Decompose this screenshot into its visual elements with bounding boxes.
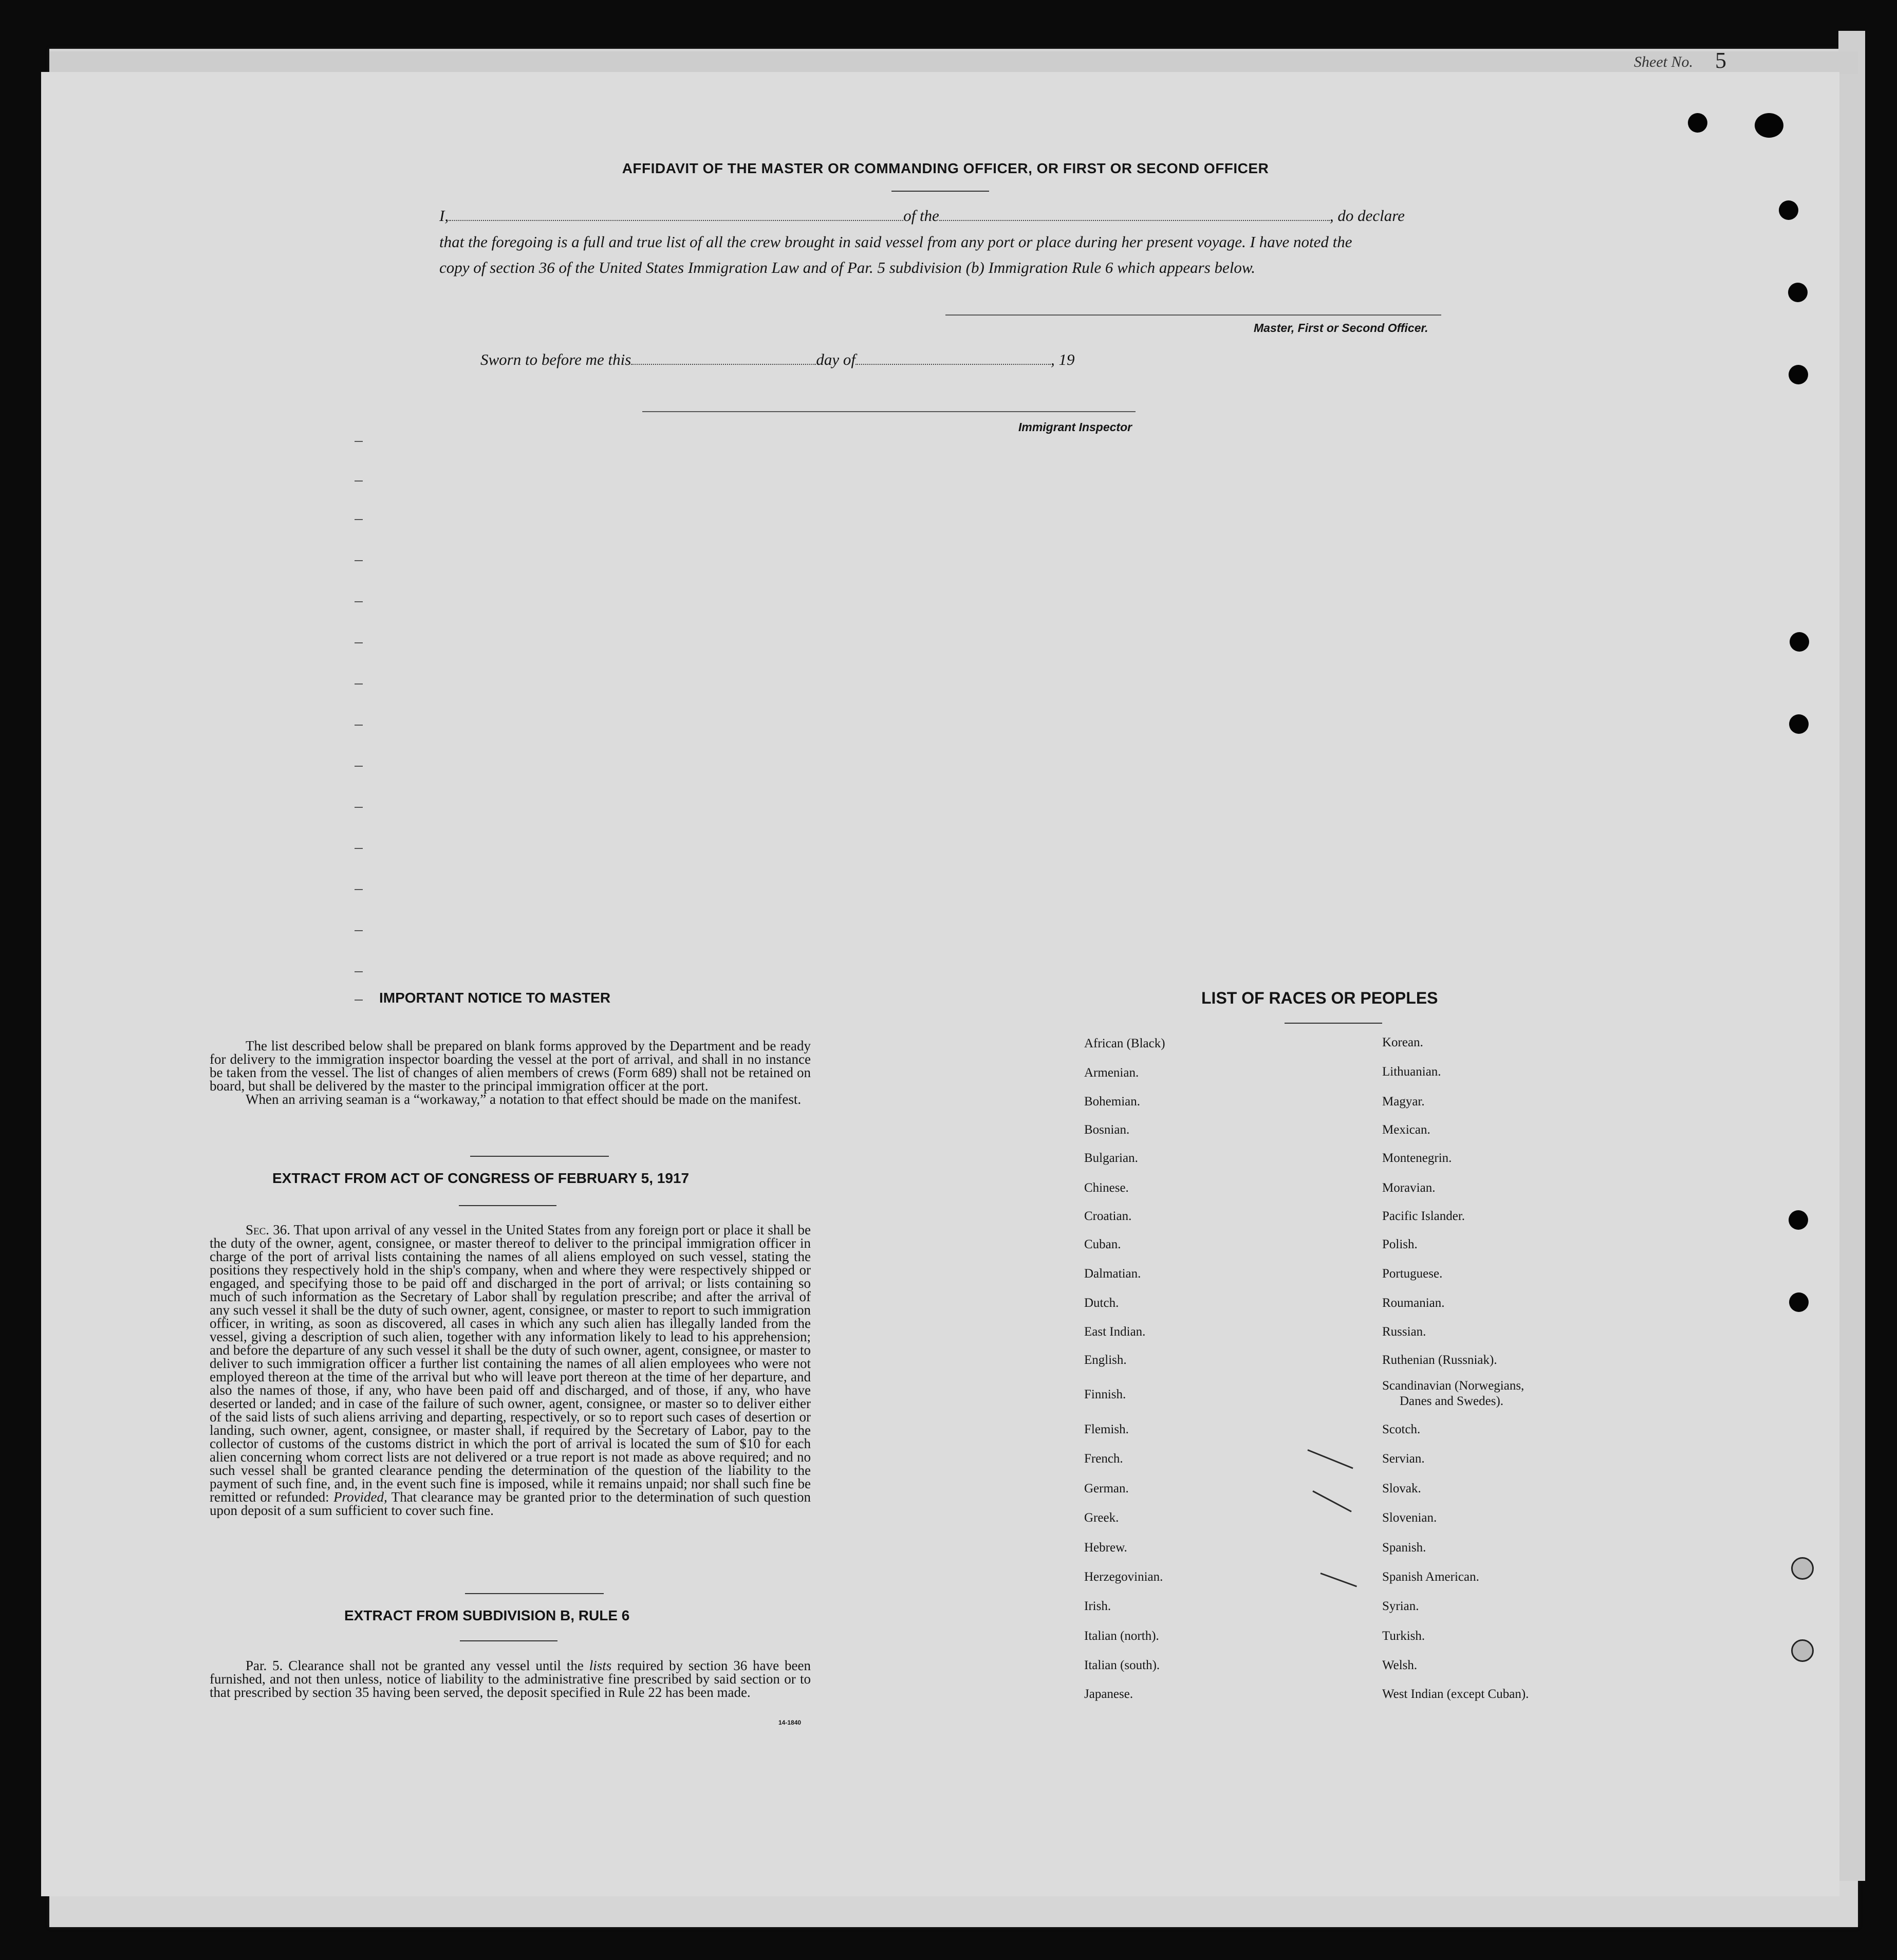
race-item: East Indian.	[1084, 1325, 1146, 1339]
race-item: Dutch.	[1084, 1296, 1119, 1310]
race-item: Servian.	[1382, 1452, 1425, 1466]
race-item: Finnish.	[1084, 1388, 1126, 1401]
race-item: African (Black)	[1084, 1037, 1165, 1050]
race-item: Japanese.	[1084, 1687, 1133, 1701]
declaration-line-2: that the foregoing is a full and true list of all the crew brought in said vessel from any port or place during her present voyage. I have noted the	[439, 233, 1352, 251]
divider	[465, 1593, 604, 1594]
binder-hole	[1688, 113, 1707, 133]
race-item: Magyar.	[1382, 1095, 1425, 1108]
notice-body: The list described below shall be prepared on blank forms approved by the Department and be ready for delivery to the immigration inspector boarding the vessel at the port of arrival, and shall in no instance be taken from the vessel. The list of changes of alien members of crews (Form 689) shall not be retained on board, but shall be delivered by the master to the principal immigration officer at the port. When an arriving seaman is a “workaway,” a notation to that effect should be made on the manifest.	[210, 1038, 811, 1107]
back-sheet-edge	[1838, 31, 1865, 1881]
race-item: Hebrew.	[1084, 1541, 1127, 1555]
binder-hole	[1789, 1292, 1809, 1312]
name-field[interactable]	[449, 220, 903, 221]
race-item: Italian (north).	[1084, 1629, 1159, 1643]
divider	[1285, 1023, 1382, 1024]
binder-hole	[1788, 283, 1808, 302]
race-item: Russian.	[1382, 1325, 1426, 1339]
race-item: Mexican.	[1382, 1123, 1430, 1137]
race-item: Korean.	[1382, 1036, 1423, 1049]
race-item: Flemish.	[1084, 1422, 1129, 1436]
race-item: West Indian (except Cuban).	[1382, 1687, 1529, 1701]
race-item: Portuguese.	[1382, 1267, 1443, 1281]
races-title: LIST OF RACES OR PEOPLES	[1201, 989, 1438, 1007]
declaration-line-1: I, of the , do declare	[439, 207, 1405, 225]
race-item: Bosnian.	[1084, 1123, 1130, 1137]
vessel-field[interactable]	[939, 220, 1330, 221]
race-item: Spanish American.	[1382, 1570, 1479, 1584]
divider	[470, 1156, 609, 1157]
race-item: Lithuanian.	[1382, 1065, 1441, 1079]
race-item: Ruthenian (Russniak).	[1382, 1353, 1497, 1367]
race-item: Polish.	[1382, 1237, 1418, 1251]
rule-extract-title: EXTRACT FROM SUBDIVISION B, RULE 6	[344, 1607, 630, 1623]
act-extract-title: EXTRACT FROM ACT OF CONGRESS OF FEBRUARY 5, 1917	[272, 1170, 690, 1186]
divider	[891, 191, 989, 192]
signature-line[interactable]	[945, 315, 1441, 316]
race-item: Italian (south).	[1084, 1658, 1160, 1672]
top-strip	[49, 51, 1858, 74]
inspector-line[interactable]	[642, 411, 1136, 412]
race-item: Croatian.	[1084, 1209, 1132, 1223]
race-item: Spanish.	[1382, 1541, 1426, 1555]
act-extract-body: Sec. 36. That upon arrival of any vessel in the United States from any foreign port or place it shall be the duty of the owner, agent, consignee, or master thereof to deliver to the principal immigration officer in charge of the port of arrival lists containing the names of all aliens employed on such vessel, stating the positions they respectively hold in the ship's company, when and where they were respectively shipped or engaged, and specifying those to be paid off and discharged in the port of arrival; or lists containing so much of such information as the Secretary of Labor shall by regulation prescribe; and after the arrival of any such vessel it shall be the duty of such owner, agent, consignee, or master to report to such immigration officer, in writing, as soon as discovered, all cases in which any such alien has illegally landed from the vessel, giving a description of such alien, together with any information likely to lead to his apprehension; and before the departure of any such vessel it shall be the duty of such owner, agent, consignee, or master to deliver to such immigration officer a further list containing the names of all alien employees who were not employed thereon at the time of the arrival but who will leave port thereon at the time of her departure, and also the names of those, if any, who have been paid off and discharged, and of those, if any, who have deserted or landed; and in case of the failure of such owner, agent, consignee, or master so to deliver either of the said lists of such aliens arriving and departing, respectively, or so to report such cases of desertion or landing, such owner, agent, consignee, or master shall, if required by the Secretary of Labor, pay to the collector of customs of the customs district in which the port of arrival is located the sum of $10 for each alien concerning whom correct lists are not delivered or a true report is not made as above required; and no such vessel shall be granted clearance pending the determination of the question of the liability to the payment of such fine, and, in the event such fine is imposed, while it remains unpaid; nor shall such fine be remitted or refunded: Provided, That clearance may be granted prior to the determination of such question upon deposit of a sum sufficient to cover such fine.	[210, 1222, 811, 1518]
form-code: 14-1840	[778, 1719, 802, 1726]
race-item: Bohemian.	[1084, 1095, 1141, 1108]
race-item: Armenian.	[1084, 1066, 1139, 1080]
declaration-line-3: copy of section 36 of the United States Immigration Law and of Par. 5 subdivision (b) Immigration Rule 6 which appears below.	[439, 258, 1256, 276]
binder-hole	[1779, 200, 1798, 220]
affidavit-title: AFFIDAVIT OF THE MASTER OR COMMANDING OFFICER, OR FIRST OR SECOND OFFICER	[622, 160, 1269, 176]
binder-hole	[1790, 632, 1809, 652]
race-item: Dalmatian.	[1084, 1267, 1141, 1281]
rule-extract-body: Par. 5. Clearance shall not be granted any vessel until the lists required by section 36 have been furnished, and not then unless, notice of liability to the administrative fine prescribed by said section or to that prescribed by section 35 having been served, the deposit specified in Rule 22 has been made.	[210, 1658, 811, 1700]
race-item: English.	[1084, 1353, 1127, 1367]
race-item: Turkish.	[1382, 1629, 1425, 1643]
binder-hole	[1789, 714, 1809, 734]
race-item: Pacific Islander.	[1382, 1209, 1465, 1223]
binder-hole	[1791, 1557, 1814, 1580]
binder-hole	[1789, 1210, 1808, 1230]
race-item: Slovak.	[1382, 1482, 1421, 1495]
race-item: Syrian.	[1382, 1599, 1419, 1613]
race-item: French.	[1084, 1452, 1123, 1466]
race-item: Danes and Swedes).	[1400, 1394, 1504, 1408]
divider	[460, 1640, 557, 1641]
sworn-line: Sworn to before me this day of , 19	[480, 350, 1075, 368]
race-item: Moravian.	[1382, 1181, 1436, 1195]
race-item: Scandinavian (Norwegians,	[1382, 1379, 1524, 1393]
form-page	[41, 72, 1839, 1896]
race-item: Cuban.	[1084, 1237, 1121, 1251]
race-item: Slovenian.	[1382, 1511, 1437, 1525]
race-item: German.	[1084, 1482, 1129, 1495]
divider	[459, 1205, 556, 1206]
binder-hole	[1755, 113, 1783, 138]
sheet-number: 5	[1715, 48, 1726, 73]
race-item: Bulgarian.	[1084, 1151, 1138, 1165]
sheet-label: Sheet No.	[1634, 53, 1693, 70]
inspector-label: Immigrant Inspector	[1018, 420, 1132, 434]
race-item: Scotch.	[1382, 1422, 1421, 1436]
race-item: Welsh.	[1382, 1658, 1418, 1672]
binder-hole	[1789, 365, 1808, 384]
race-item: Chinese.	[1084, 1181, 1129, 1195]
month-field[interactable]	[855, 364, 1051, 365]
race-item: Roumanian.	[1382, 1296, 1445, 1310]
race-item: Montenegrin.	[1382, 1151, 1452, 1165]
race-item: Irish.	[1084, 1599, 1111, 1613]
race-item: Herzegovinian.	[1084, 1570, 1163, 1584]
notice-title: IMPORTANT NOTICE TO MASTER	[379, 990, 611, 1006]
signature-label: Master, First or Second Officer.	[1254, 321, 1428, 335]
day-field[interactable]	[631, 364, 816, 365]
binder-hole	[1791, 1639, 1814, 1662]
race-item: Greek.	[1084, 1511, 1119, 1525]
